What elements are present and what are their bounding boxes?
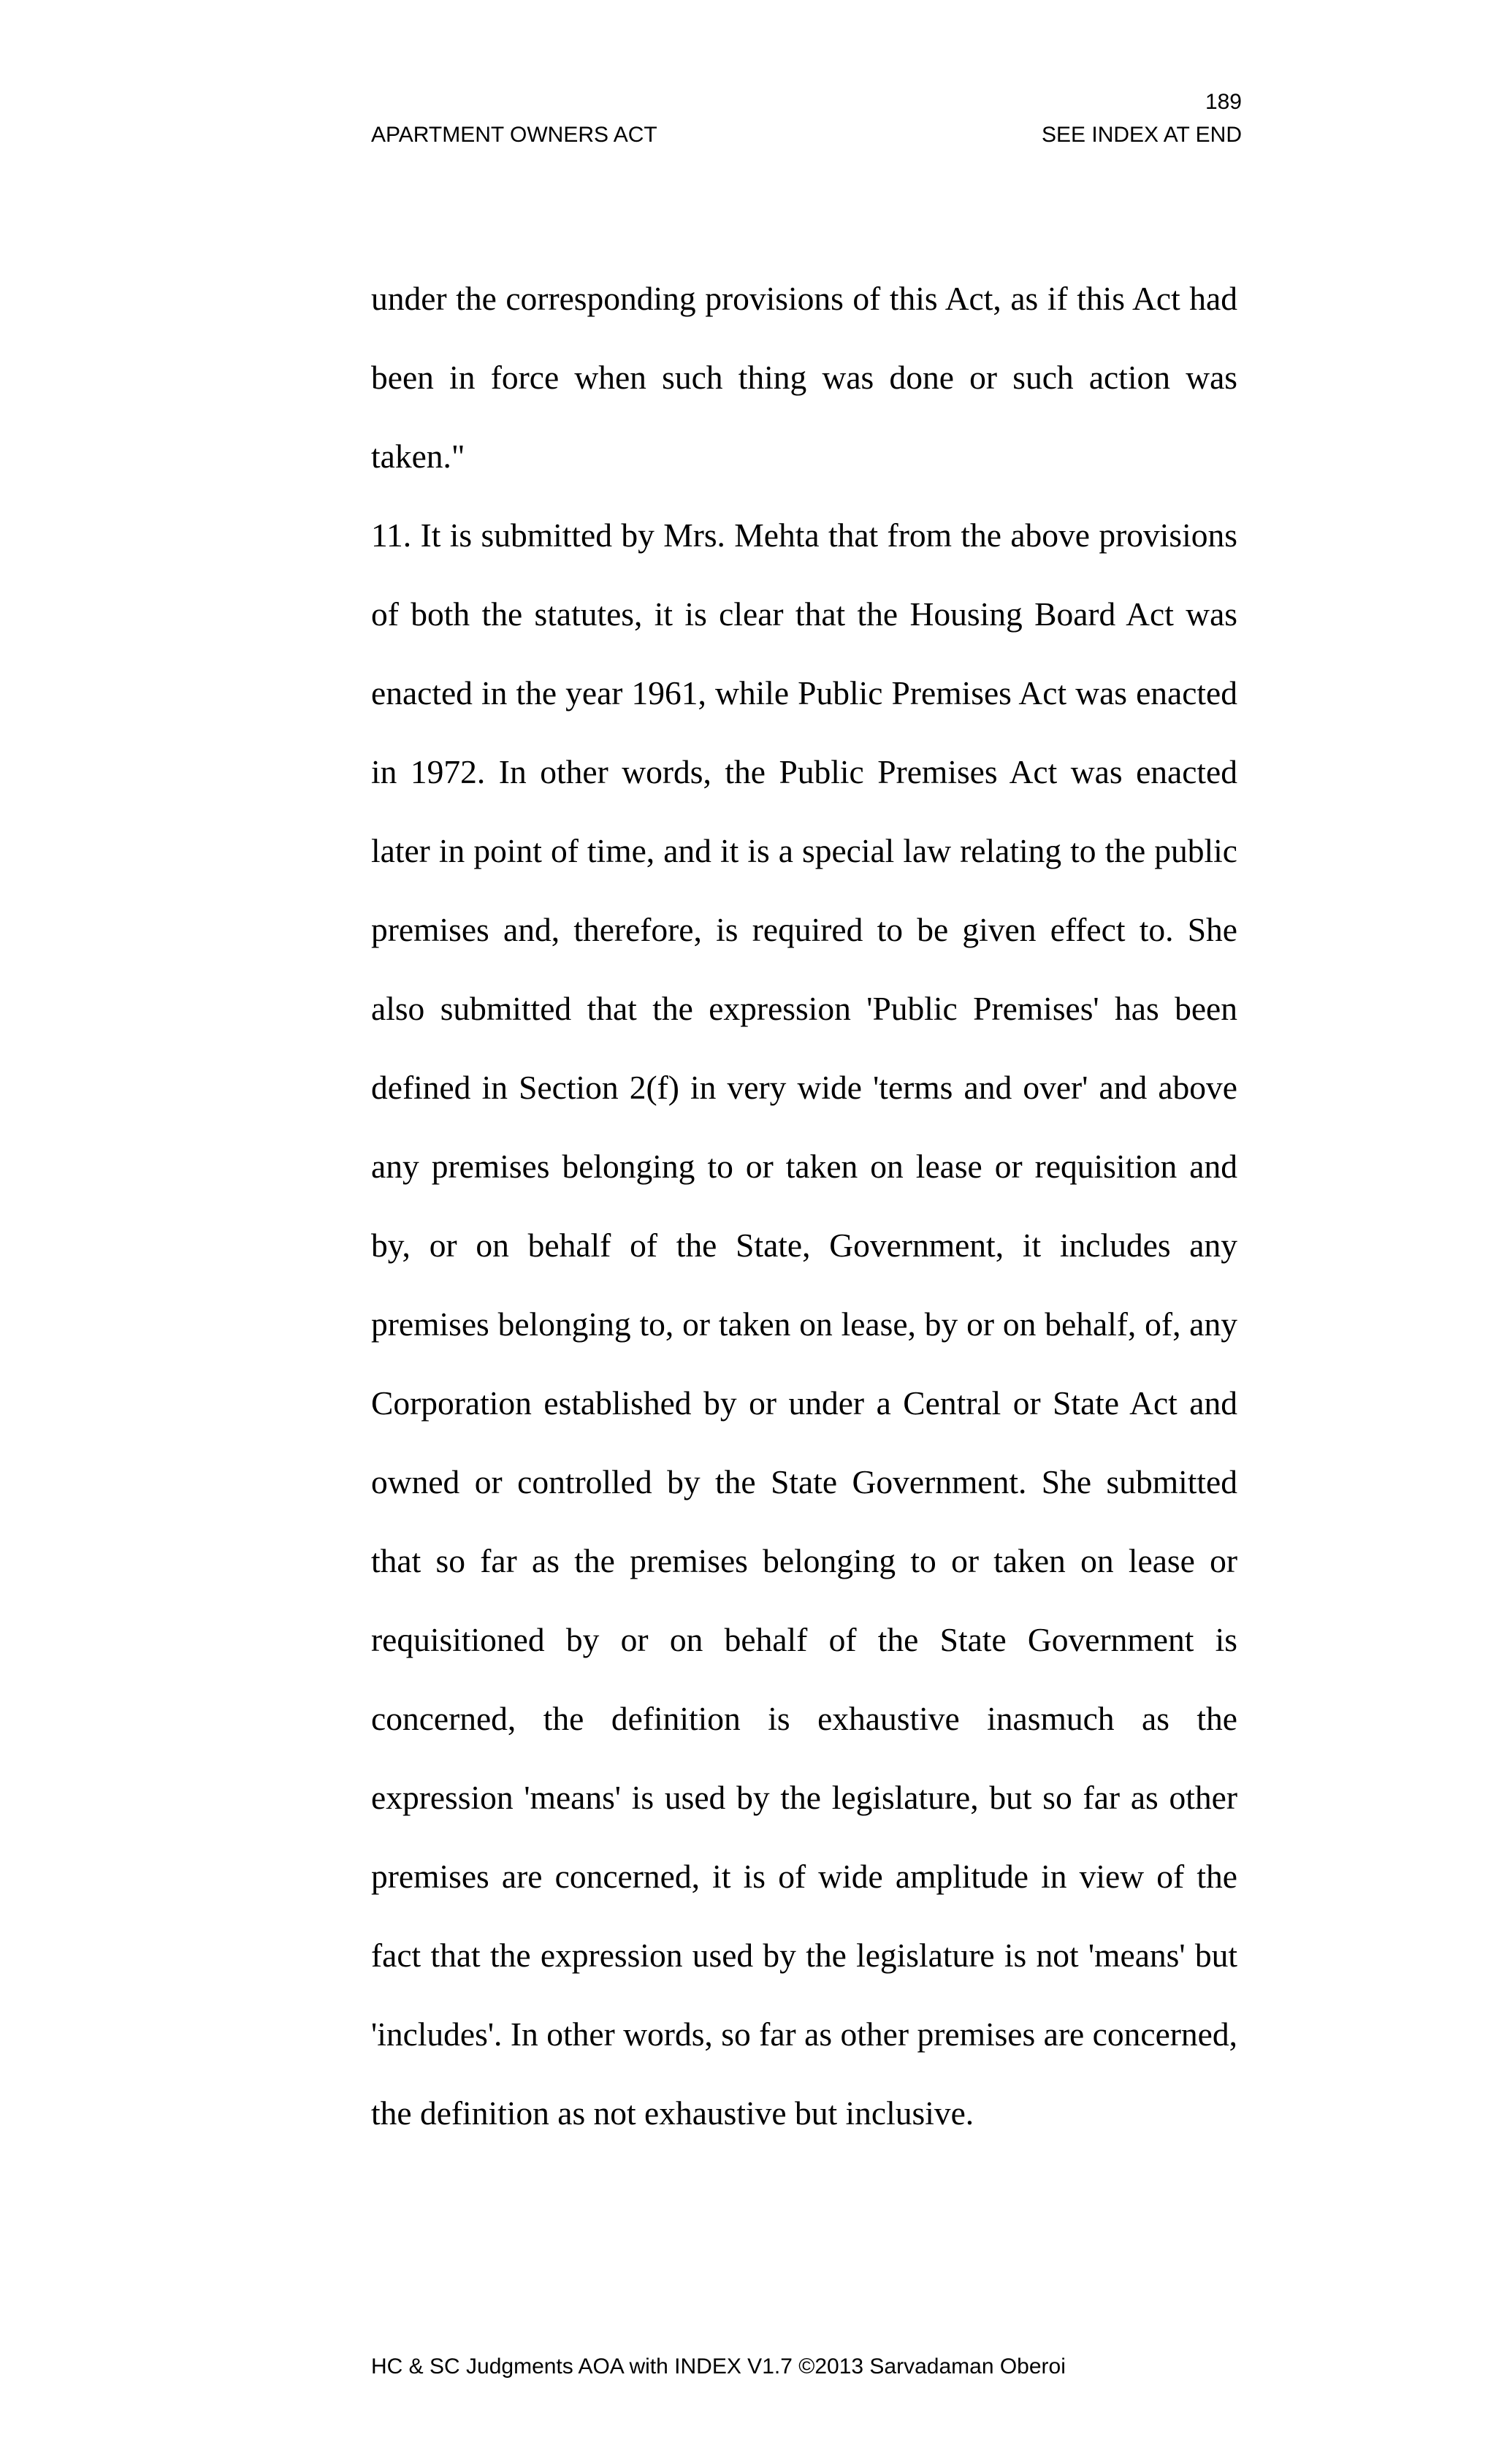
footer-credit: HC & SC Judgments AOA with INDEX V1.7 ©2013 Sarvadaman Oberoi	[371, 2354, 1066, 2379]
page-number: 189	[1205, 90, 1242, 114]
body-text	[371, 259, 1237, 2153]
running-header-title: APARTMENT OWNERS ACT	[371, 123, 657, 147]
running-header-index-note: SEE INDEX AT END	[1042, 123, 1242, 147]
paragraph-quote-end: under the corresponding provisions of this Act, as if this Act had been in force when such thing was done or such action was taken."	[371, 280, 1237, 475]
paragraph-11: 11. It is submitted by Mrs. Mehta that from the above provisions of both the statutes, it is clear that the Housing Board Act was enacted in the year 1961, while Public Premises Act was enacted in 1972. In other words, the Public Premises Act was enacted later in point of time, and it is a special law relating to the public premises and, therefore, is required to be given effect to. She also submitted that the expression 'Public Premises' has been defined in Section 2(f) in very wide 'terms and over' and above any premises belonging to or taken on lease or requisition and by, or on behalf of the State, Government, it includes any premises belonging to, or taken on lease, by or on behalf, of, any Corporation established by or under a Central or State Act and owned or controlled by the State Government. She submitted that so far as the premises belonging to or taken on lease or requisitioned by or on behalf of the State Government is concerned, the definition is exhaustive inasmuch as the expression 'means' is used by the legislature, but so far as other premises are concerned, it is of wide amplitude in view of the fact that the expression used by the legislature is not 'means' but 'includes'. In other words, so far as other premises are concerned, the definition as not exhaustive but inclusive.	[371, 516, 1237, 2132]
